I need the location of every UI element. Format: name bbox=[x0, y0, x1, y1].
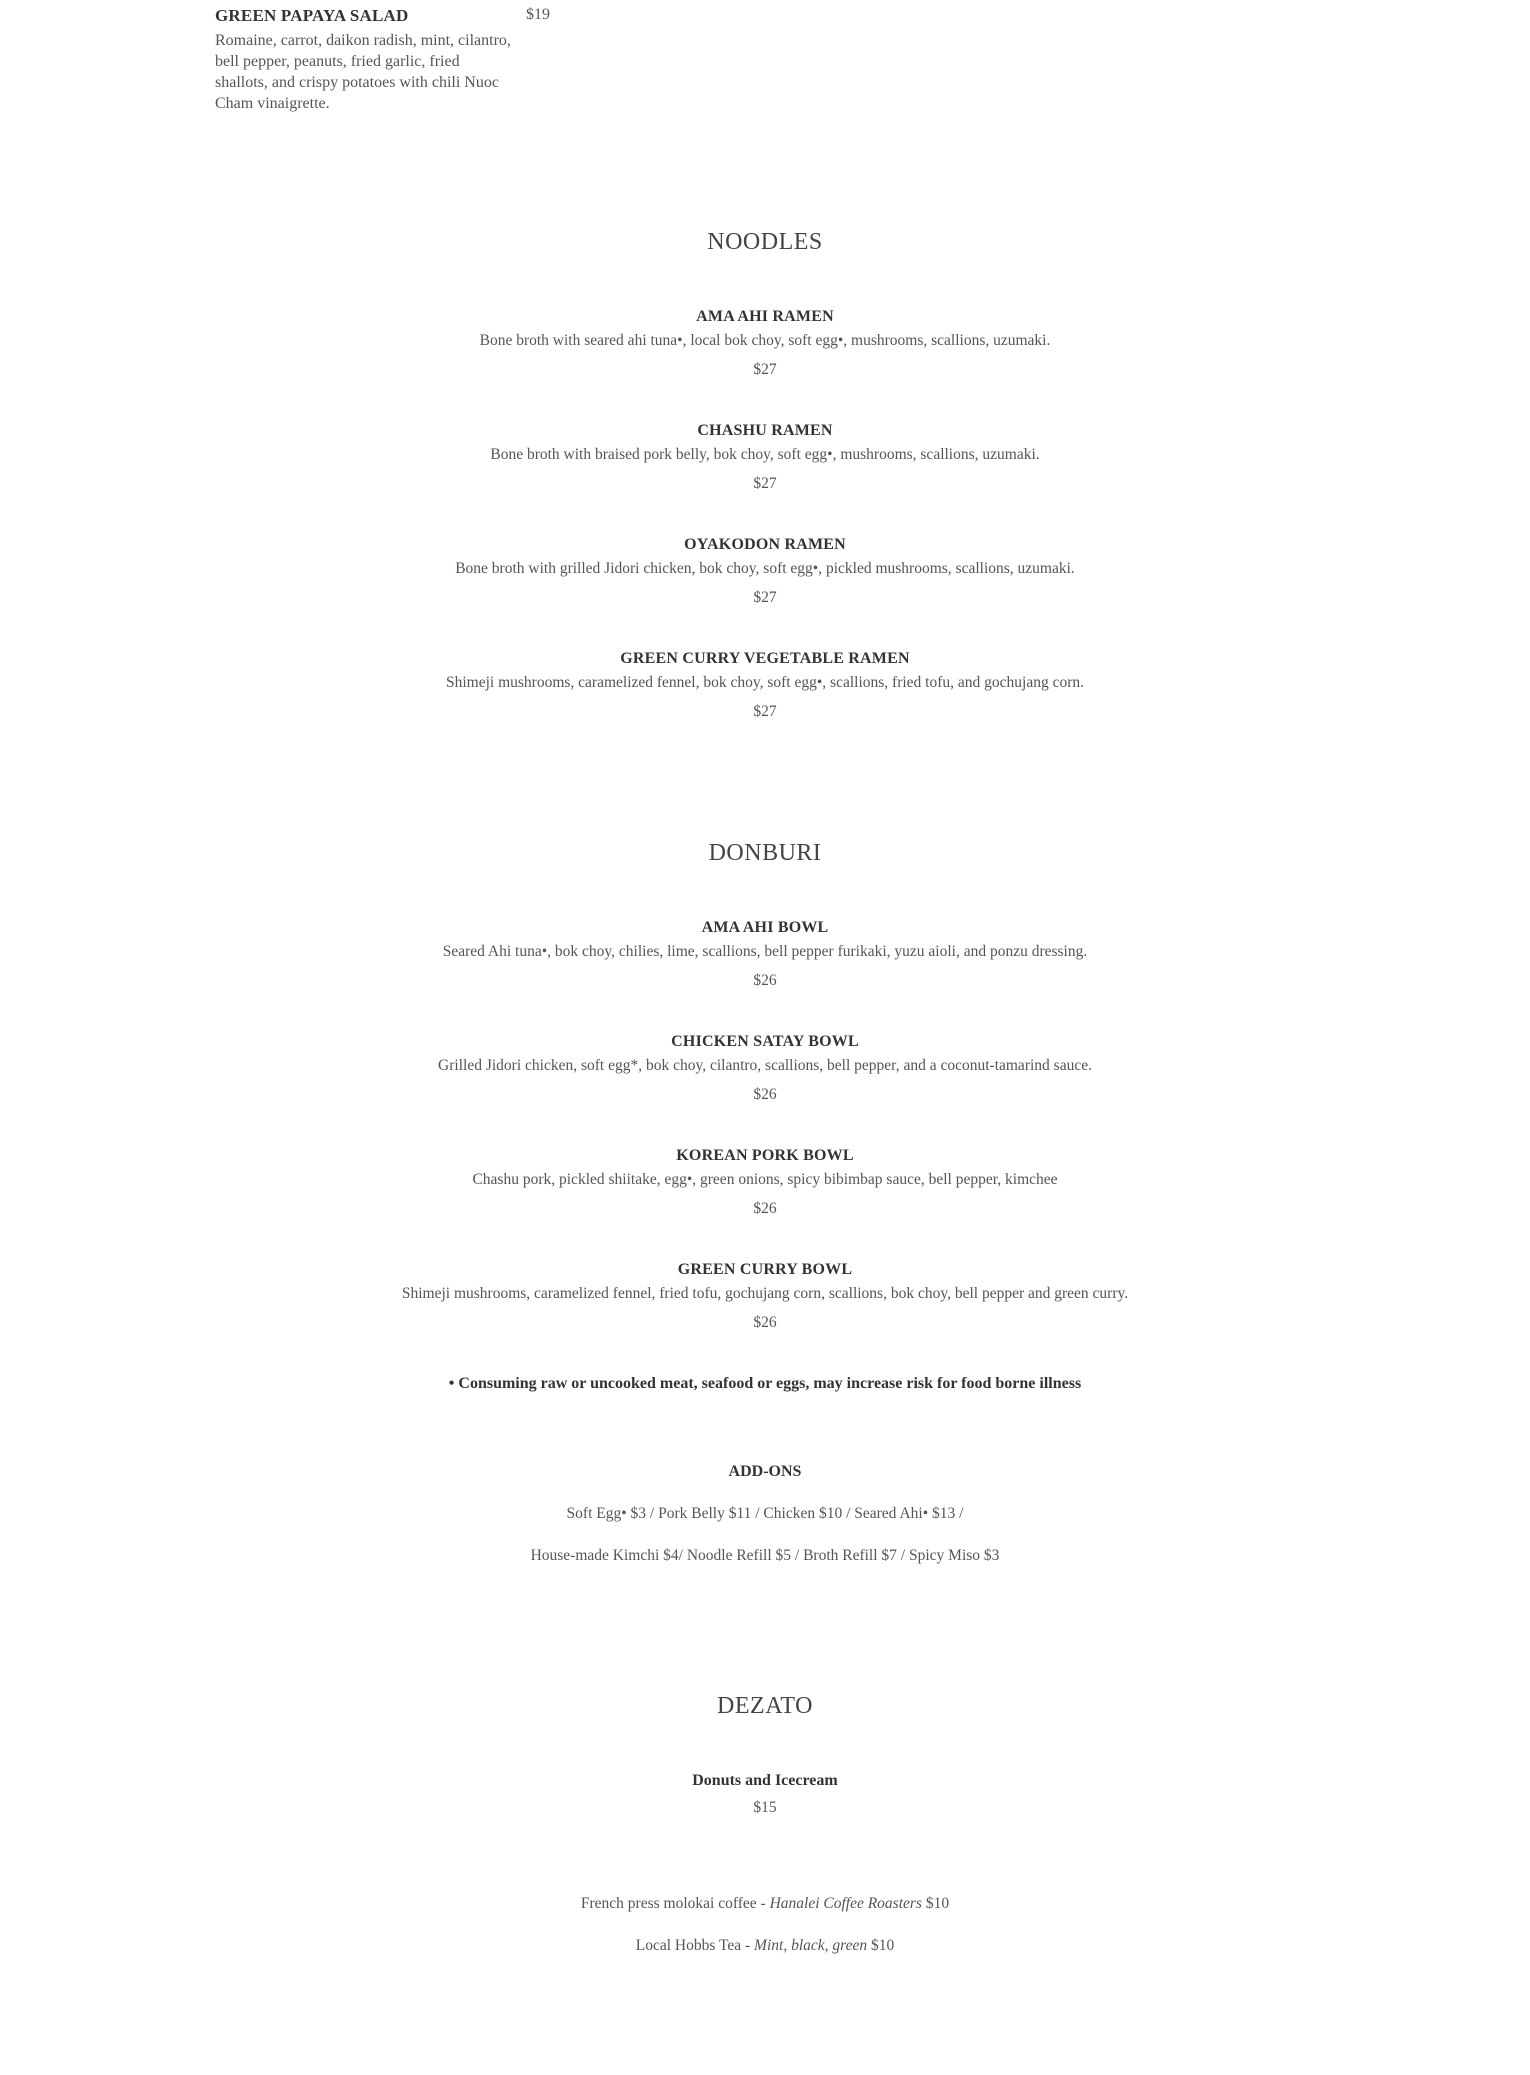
menu-item bbox=[0, 421, 1530, 494]
menu-item bbox=[0, 1032, 1530, 1105]
tea-line bbox=[0, 1936, 1530, 1956]
menu-item bbox=[0, 1260, 1530, 1333]
menu-item bbox=[0, 1146, 1530, 1219]
item-description: Grilled Jidori chicken, soft egg*, bok choy, cilantro, scallions, bell pepper, and a coconut-tamarind sauce. bbox=[438, 1057, 1092, 1074]
item-description: Seared Ahi tuna•, bok choy, chilies, lime, scallions, bell pepper furikaki, yuzu aioli, and ponzu dressing. bbox=[442, 943, 1088, 960]
item-price: $27 bbox=[753, 361, 777, 378]
menu-item bbox=[0, 918, 1530, 991]
item-name: GREEN CURRY VEGETABLE RAMEN bbox=[620, 650, 910, 667]
item-name: AMA AHI RAMEN bbox=[696, 308, 834, 325]
item-name: CHASHU RAMEN bbox=[697, 422, 833, 439]
item-price: $26 bbox=[753, 1200, 777, 1217]
addons-line-2: House-made Kimchi $4/ Noodle Refill $5 / Broth Refill $7 / Spicy Miso $3 bbox=[530, 1547, 1000, 1564]
item-description: Romaine, carrot, daikon radish, mint, cilantro, bell pepper, peanuts, fried garlic, fried shallots, and crispy potatoes with chili Nuoc Cham vinaigrette. bbox=[215, 32, 511, 112]
item-price: $26 bbox=[753, 972, 777, 989]
item-description: Shimeji mushrooms, caramelized fennel, bok choy, soft egg•, scallions, fried tofu, and gochujang corn. bbox=[445, 674, 1085, 691]
coffee-price: $10 bbox=[921, 1895, 950, 1912]
item-price: $19 bbox=[526, 6, 550, 23]
addons-line-1: Soft Egg• $3 / Pork Belly $11 / Chicken $10 / Seared Ahi• $13 / bbox=[566, 1505, 964, 1522]
section-title-donburi: DONBURI bbox=[708, 840, 822, 866]
item-price: $26 bbox=[753, 1086, 777, 1103]
food-safety-warning: • Consuming raw or uncooked meat, seafood or eggs, may increase risk for food borne illness bbox=[448, 1375, 1082, 1392]
section-title-noodles: NOODLES bbox=[707, 229, 823, 255]
section-title-dezato: DEZATO bbox=[717, 1693, 813, 1719]
item-description: Bone broth with grilled Jidori chicken, bok choy, soft egg•, pickled mushrooms, scallions, uzumaki. bbox=[455, 560, 1075, 577]
tea-varieties: Mint, black, green bbox=[754, 1937, 868, 1954]
coffee-line bbox=[0, 1894, 1530, 1914]
item-description: Bone broth with seared ahi tuna•, local bok choy, soft egg•, mushrooms, scallions, uzumaki. bbox=[479, 332, 1051, 349]
item-price: $27 bbox=[753, 589, 777, 606]
item-price: $27 bbox=[753, 703, 777, 720]
item-name: KOREAN PORK BOWL bbox=[676, 1147, 854, 1164]
coffee-roaster: Hanalei Coffee Roasters bbox=[769, 1895, 922, 1912]
menu-item-green-papaya-salad bbox=[215, 6, 515, 114]
dessert-item-name: Donuts and Icecream bbox=[692, 1772, 838, 1789]
item-description: Bone broth with braised pork belly, bok choy, soft egg•, mushrooms, scallions, uzumaki. bbox=[490, 446, 1040, 463]
item-name: OYAKODON RAMEN bbox=[684, 536, 846, 553]
item-name: AMA AHI BOWL bbox=[701, 919, 829, 936]
item-name: CHICKEN SATAY BOWL bbox=[671, 1033, 859, 1050]
item-name: GREEN CURRY BOWL bbox=[677, 1261, 853, 1278]
item-description: Chashu pork, pickled shiitake, egg•, green onions, spicy bibimbap sauce, bell pepper, kimchee bbox=[472, 1171, 1058, 1188]
item-price: $26 bbox=[753, 1314, 777, 1331]
menu-item bbox=[0, 535, 1530, 608]
menu-item bbox=[0, 307, 1530, 380]
tea-label: Local Hobbs Tea - bbox=[635, 1937, 755, 1954]
coffee-label: French press molokai coffee - bbox=[580, 1895, 770, 1912]
item-name: GREEN PAPAYA SALAD bbox=[215, 6, 409, 25]
item-description: Shimeji mushrooms, caramelized fennel, fried tofu, gochujang corn, scallions, bok choy, bell pepper and green curry. bbox=[401, 1285, 1129, 1302]
item-price: $27 bbox=[753, 475, 777, 492]
addons-title: ADD-ONS bbox=[728, 1463, 802, 1480]
menu-item bbox=[0, 649, 1530, 722]
dessert-item-price: $15 bbox=[753, 1799, 777, 1816]
tea-price: $10 bbox=[867, 1937, 895, 1954]
